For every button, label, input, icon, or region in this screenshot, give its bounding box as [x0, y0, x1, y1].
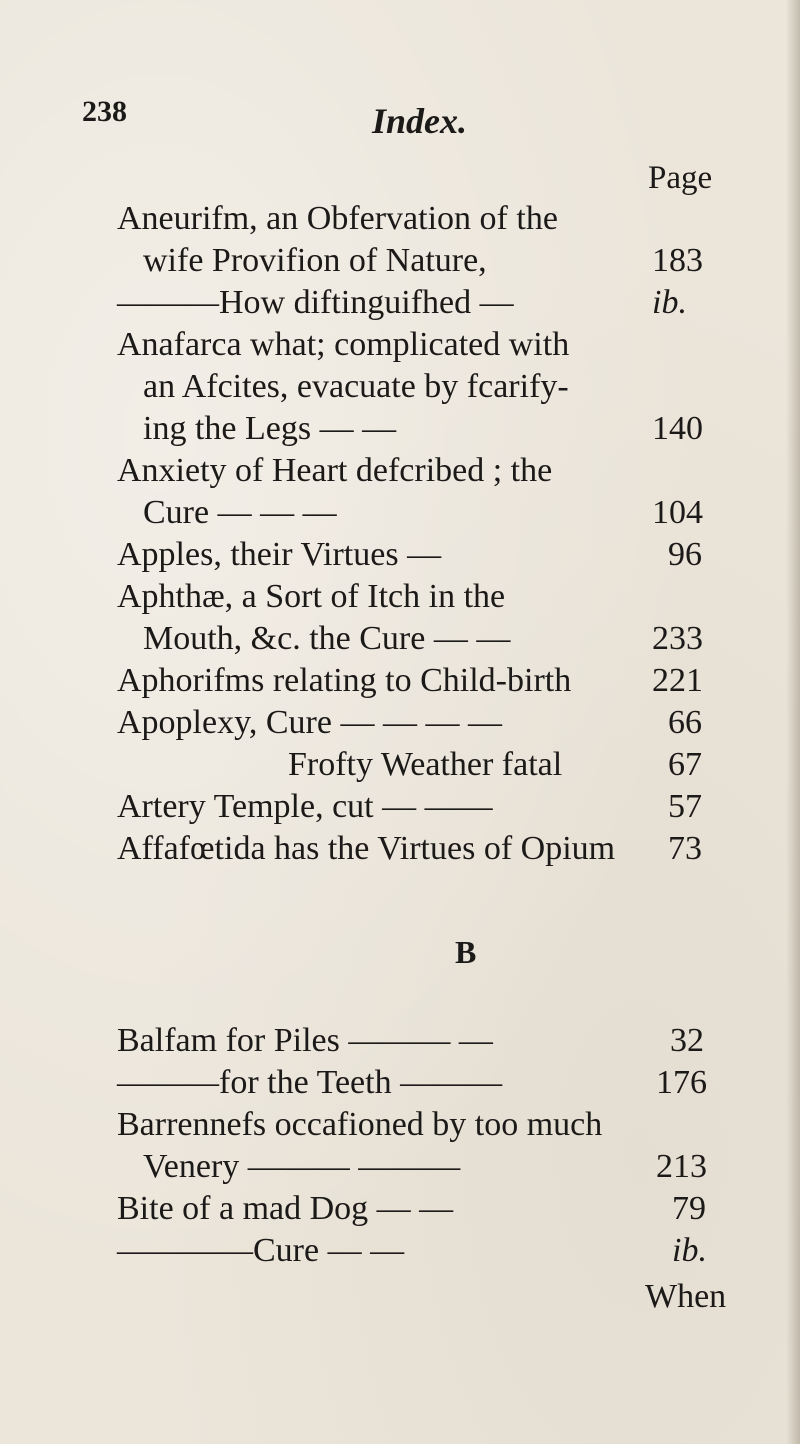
index-entry: [0, 368, 800, 412]
entry-page: 213: [656, 1148, 707, 1185]
running-head: Index.: [372, 101, 468, 141]
entry-text: Bite of a mad Dog — —: [117, 1190, 454, 1227]
index-entry: [0, 620, 800, 664]
index-entry: [0, 1190, 800, 1234]
entry-page: 79: [672, 1190, 706, 1227]
section-heading: B: [455, 934, 477, 970]
entry-text: ————Cure — —: [117, 1232, 405, 1269]
index-entry: [0, 830, 800, 874]
entry-page: 176: [656, 1064, 707, 1101]
entry-page: 183: [652, 242, 703, 279]
index-entry: [0, 452, 800, 496]
entry-page: 233: [652, 620, 703, 657]
entry-text: ing the Legs — —: [143, 410, 397, 447]
index-entry: [0, 1148, 800, 1192]
catchword: When: [645, 1278, 727, 1315]
entry-page: ib.: [672, 1232, 707, 1269]
index-entry: [0, 788, 800, 832]
entry-page: ib.: [652, 284, 687, 321]
entry-text: Cure — — —: [143, 494, 337, 531]
page-column-label: Page: [648, 160, 713, 196]
entry-text: Apples, their Virtues —: [117, 536, 442, 573]
entry-text: Balfam for Piles ——— —: [117, 1022, 493, 1059]
index-entry: [0, 200, 800, 244]
index-entry: [0, 284, 800, 328]
entry-text: ———for the Teeth ———: [117, 1064, 503, 1101]
entry-page: 32: [670, 1022, 704, 1059]
entry-text: Affafœtida has the Virtues of Opium: [117, 830, 616, 867]
index-entry: [0, 746, 800, 790]
entry-page: 57: [668, 788, 702, 825]
index-entry: [0, 1022, 800, 1066]
index-entry: [0, 410, 800, 454]
index-entry: [0, 662, 800, 706]
index-entry: [0, 1232, 800, 1276]
entry-text: Aphorifms relating to Child-birth: [117, 662, 572, 699]
entry-page: 140: [652, 410, 703, 447]
entry-page: 73: [668, 830, 702, 867]
index-entry: [0, 578, 800, 622]
entry-text: Anafarca what; complicated with: [117, 326, 570, 363]
index-entry: [0, 242, 800, 286]
entry-page: 104: [652, 494, 703, 531]
entry-text: wife Provifion of Nature,: [143, 242, 487, 279]
index-entry: [0, 494, 800, 538]
entry-page: 221: [652, 662, 703, 699]
entry-text: Apoplexy, Cure — — — —: [117, 704, 502, 741]
index-entry: [0, 704, 800, 748]
entry-text: Artery Temple, cut — ——: [117, 788, 493, 825]
entry-text: ———How diftinguifhed —: [117, 284, 514, 321]
index-entry: [0, 536, 800, 580]
entry-text: Aneurifm, an Obfervation of the: [117, 200, 558, 237]
index-entry: [0, 1064, 800, 1108]
entry-text: Aphthæ, a Sort of Itch in the: [117, 578, 506, 615]
entry-text: Barrennefs occafioned by too much: [117, 1106, 603, 1143]
page-number: 238: [82, 95, 127, 128]
index-entry: [0, 326, 800, 370]
index-entry: [0, 1106, 800, 1150]
entry-page: 96: [668, 536, 702, 573]
entry-page: 67: [668, 746, 702, 783]
entry-text: Venery ——— ———: [143, 1148, 461, 1185]
entry-text: Anxiety of Heart defcribed ; the: [117, 452, 553, 489]
entry-text: Frofty Weather fatal: [288, 746, 563, 783]
entry-text: an Afcites, evacuate by fcarify-: [143, 368, 569, 405]
entry-text: Mouth, &c. the Cure — —: [143, 620, 511, 657]
entry-page: 66: [668, 704, 702, 741]
